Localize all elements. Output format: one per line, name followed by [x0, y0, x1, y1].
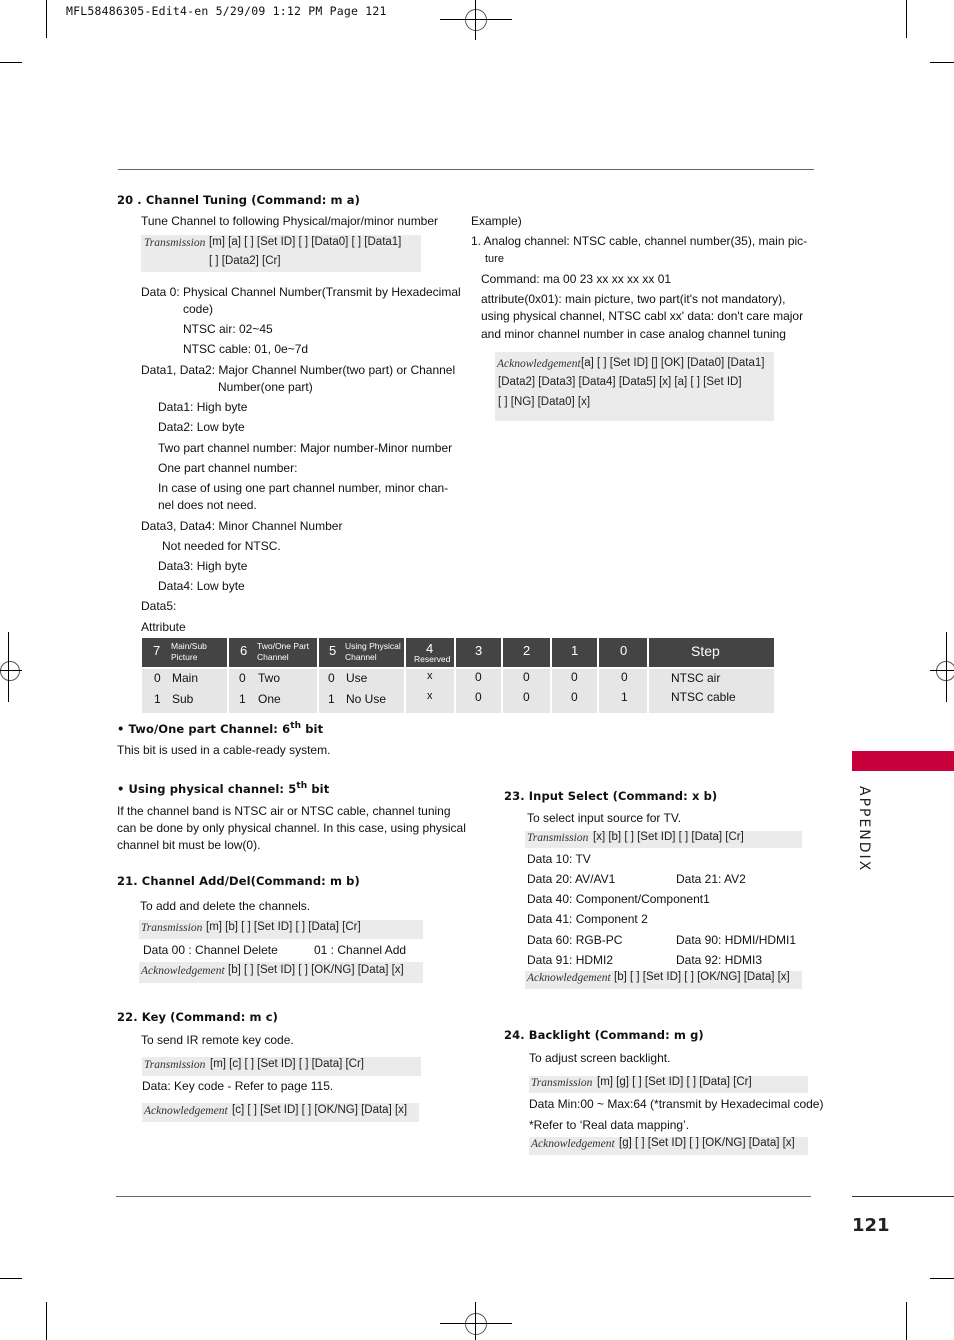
section-22-title: 22. Key (Command: m c) [117, 1010, 278, 1024]
transmission-cmd: [m] [g] [ ] [Set ID] [ ] [Data] [Cr] [597, 1076, 752, 1088]
transmission-label: Transmission [531, 1077, 593, 1089]
s20-text: One part channel number: [158, 461, 298, 475]
crop-mark [440, 19, 512, 20]
crop-mark [930, 670, 954, 671]
ack-cmd: [g] [ ] [Set ID] [ ] [OK/NG] [Data] [x] [619, 1137, 795, 1149]
attr-header-step [649, 638, 774, 667]
s21-data: 01 : Channel Add [314, 943, 407, 957]
s20-text: NTSC cable: 01, 0e~7d [183, 342, 309, 356]
s23-data: Data 40: Component/Component1 [527, 892, 710, 906]
transmission-cmd: [m] [a] [ ] [Set ID] [ ] [Data0] [ ] [Data1] [209, 236, 402, 248]
s20-text: Two part channel number: Major number-Minor number [158, 441, 453, 455]
s24-data: *Refer to ‘Real data mapping’. [529, 1118, 690, 1132]
s24-data: Data Min:00 ~ Max:64 (*transmit by Hexadecimal code) [529, 1097, 824, 1111]
table-cell: 0 [523, 690, 530, 704]
crop-mark [46, 1302, 47, 1340]
crop-mark [475, 1302, 476, 1340]
example-text: and minor channel number in case analog channel tuning [481, 327, 786, 341]
example-text: 1. Analog channel: NTSC cable, channel number(35), main pic- [471, 234, 808, 248]
s22-intro: To send IR remote key code. [141, 1033, 294, 1047]
registration-mark [0, 661, 20, 681]
s24-intro: To adjust screen backlight. [529, 1051, 671, 1065]
ack-cmd: [Data2] [Data3] [Data4] [Data5] [x] [a] [ ] [Set ID] [498, 376, 742, 388]
s20-text: Data4: Low byte [158, 579, 245, 593]
s21-data: Data 00 : Channel Delete [143, 943, 278, 957]
s22-transmission-box [142, 1057, 421, 1076]
table-cell: NTSC air [671, 671, 721, 685]
s22-ack-box [142, 1103, 419, 1122]
print-header: MFL58486305-Edit4-en 5/29/09 1:12 PM Page 121 [66, 4, 387, 18]
s23-data: Data 20: AV/AV1 [527, 872, 616, 886]
s20-text: Data 0: Physical Channel Number(Transmit by Hexadecimal [141, 285, 461, 299]
s23-data: Data 60: RGB-PC [527, 933, 623, 947]
page-number-rule [852, 1196, 954, 1197]
section-24-title: 24. Backlight (Command: m g) [504, 1028, 704, 1042]
s20-text: Data1, Data2: Major Channel Number(two part) or Channel [141, 363, 456, 377]
attr-header-1 [552, 638, 597, 667]
bit-number: 2 [523, 643, 531, 658]
appendix-label: APPENDIX [856, 786, 872, 873]
s23-data: Data 41: Component 2 [527, 912, 648, 926]
example-text: Command: ma 00 23 xx xx xx xx 01 [481, 272, 672, 286]
s22-data: Data: Key code - Refer to page 115. [142, 1079, 334, 1093]
bit6-title-end: bit [301, 721, 324, 736]
s20-text: Not needed for NTSC. [162, 539, 281, 553]
table-cell: 0 [621, 670, 628, 684]
registration-mark [465, 1313, 487, 1335]
crop-mark [930, 1278, 954, 1279]
bit5-title-end: bit [307, 781, 330, 796]
bit6-text: This bit is used in a cable-ready system. [117, 743, 331, 757]
example-text: ture [485, 253, 504, 265]
ack-cmd: [b] [ ] [Set ID] [ ] [OK/NG] [Data] [x] [228, 964, 404, 976]
crop-mark [946, 632, 947, 702]
registration-mark [465, 9, 487, 31]
ack-cmd: [b] [ ] [Set ID] [ ] [OK/NG] [Data] [x] [614, 971, 790, 983]
bit5-text: If the channel band is NTSC air or NTSC cable, channel tuning [117, 804, 451, 818]
bit5-text: channel bit must be low(0). [117, 838, 261, 852]
s20-transmission-box [141, 235, 421, 272]
ack-label: Acknowledgement [144, 1105, 228, 1117]
example-text: using physical channel, NTSC cabl xx' data: don't care major [481, 309, 804, 323]
attr-header-5 [319, 638, 404, 667]
s21-ack-box [139, 962, 423, 983]
transmission-cmd: [m] [b] [ ] [Set ID] [ ] [Data] [Cr] [206, 921, 361, 933]
ack-cmd: [c] [ ] [Set ID] [ ] [OK/NG] [Data] [x] [232, 1104, 408, 1116]
table-cell: 0 [571, 690, 578, 704]
crop-mark [930, 62, 954, 63]
bit5-sup: th [296, 781, 308, 791]
s20-intro: Tune Channel to following Physical/major/minor number [141, 214, 439, 228]
table-cell: 1 [154, 692, 161, 706]
crop-mark [0, 670, 22, 671]
s23-data: Data 10: TV [527, 852, 591, 866]
s20-text: Number(one part) [218, 380, 313, 394]
s20-text: code) [183, 302, 214, 316]
bit6-title-text: • Two/One part Channel: 6 [117, 721, 291, 736]
example-text: attribute(0x01): main picture, two part(it's not mandatory), [481, 292, 786, 306]
table-cell: NTSC cable [671, 690, 736, 704]
transmission-cmd: [ ] [Data2] [Cr] [209, 255, 281, 267]
bit-number: 5 [329, 643, 337, 658]
s23-data: Data 92: HDMI3 [676, 953, 763, 967]
s20-text: Data3, Data4: Minor Channel Number [141, 519, 343, 533]
table-cell: Sub [172, 692, 194, 706]
s20-ack-box [495, 352, 774, 421]
table-cell: 0 [475, 690, 482, 704]
appendix-tab [852, 751, 954, 771]
top-rule [118, 169, 814, 170]
bit6-title [117, 721, 323, 736]
table-cell: 1 [239, 692, 246, 706]
bit-number: 6 [240, 643, 248, 658]
table-cell: x [427, 690, 433, 702]
table-cell: x [427, 670, 433, 682]
s20-text: In case of using one part channel number, minor chan- [158, 481, 449, 495]
table-cell: Use [346, 671, 368, 685]
s20-text: Data2: Low byte [158, 420, 245, 434]
table-cell: 0 [475, 670, 482, 684]
table-cell: Two [258, 671, 281, 685]
s23-data: Data 91: HDMI2 [527, 953, 614, 967]
table-cell: 0 [523, 670, 530, 684]
section-20-title: 20 . Channel Tuning (Command: m a) [117, 193, 360, 207]
bit-label: Main/Sub Picture [171, 641, 207, 662]
crop-mark [46, 0, 47, 38]
s20-text: Data3: High byte [158, 559, 248, 573]
bit6-sup: th [290, 721, 302, 731]
table-cell: 0 [154, 671, 161, 685]
s21-transmission-box [139, 920, 423, 939]
s20-text: Attribute [141, 620, 186, 634]
transmission-label: Transmission [144, 237, 206, 249]
ack-label: Acknowledgement [497, 358, 581, 370]
crop-mark [475, 0, 476, 40]
bit-number: 1 [571, 643, 579, 658]
bit5-title-text: • Using physical channel: 5 [117, 781, 297, 796]
ack-label: Acknowledgement [531, 1138, 615, 1150]
table-cell: 1 [328, 692, 335, 706]
ack-cmd: [ ] [NG] [Data0] [x] [498, 396, 591, 408]
s24-ack-box [529, 1137, 808, 1155]
transmission-label: Transmission [527, 832, 589, 844]
s23-data: Data 21: AV2 [676, 872, 746, 886]
crop-mark [0, 1278, 22, 1279]
crop-mark [8, 632, 9, 702]
bit-number: 3 [475, 643, 483, 658]
step-label: Step [691, 643, 720, 659]
bit-number: 7 [153, 643, 161, 658]
bit-label: Using Physical Channel [345, 641, 401, 662]
s23-data: Data 90: HDMI/HDMI1 [676, 933, 797, 947]
transmission-cmd: [m] [c] [ ] [Set ID] [ ] [Data] [Cr] [210, 1058, 365, 1070]
crop-mark [0, 62, 22, 63]
bit5-title [117, 781, 329, 796]
ack-cmd: [a] [ ] [Set ID] [] [OK] [Data0] [Data1] [581, 357, 765, 369]
crop-mark [440, 1323, 512, 1324]
transmission-label: Transmission [144, 1059, 206, 1071]
s23-intro: To select input source for TV. [527, 811, 682, 825]
crop-mark [906, 1302, 907, 1340]
section-21-title: 21. Channel Add/Del(Command: m b) [117, 874, 360, 888]
table-cell: One [258, 692, 281, 706]
bit-label: Two/One Part Channel [257, 641, 309, 662]
page-number: 121 [852, 1215, 890, 1236]
s24-transmission-box [529, 1076, 808, 1093]
attr-header-6 [229, 638, 317, 667]
s20-text: nel does not need. [158, 498, 257, 512]
attr-header-2 [503, 638, 550, 667]
s20-text: NTSC air: 02~45 [183, 322, 273, 336]
table-cell: 1 [621, 690, 628, 704]
s20-text: Data1: High byte [158, 400, 248, 414]
table-cell: 0 [328, 671, 335, 685]
s23-transmission-box [525, 831, 802, 848]
ack-label: Acknowledgement [141, 965, 225, 977]
example-title: Example) [471, 214, 522, 228]
ack-label: Acknowledgement [527, 972, 611, 984]
attr-header-3 [456, 638, 501, 667]
table-cell: 0 [571, 670, 578, 684]
attr-header-4 [406, 638, 454, 667]
bit-number: 0 [620, 643, 628, 658]
table-cell: 0 [239, 671, 246, 685]
registration-mark [936, 661, 954, 681]
bit-label: Reserved [414, 654, 451, 664]
bottom-rule [116, 1196, 811, 1197]
bit-number: 4 [426, 641, 434, 656]
table-cell: No Use [346, 692, 387, 706]
section-23-title: 23. Input Select (Command: x b) [504, 789, 718, 803]
s20-text: Data5: [141, 599, 177, 613]
table-cell: Main [172, 671, 199, 685]
transmission-cmd: [x] [b] [ ] [Set ID] [ ] [Data] [Cr] [593, 831, 744, 843]
transmission-label: Transmission [141, 922, 203, 934]
attr-header-7 [142, 638, 227, 667]
s23-ack-box [525, 971, 802, 989]
bit5-text: can be done by only physical channel. In this case, using physical [117, 821, 466, 835]
crop-mark [906, 0, 907, 38]
s21-intro: To add and delete the channels. [140, 899, 311, 913]
attr-header-0 [599, 638, 647, 667]
